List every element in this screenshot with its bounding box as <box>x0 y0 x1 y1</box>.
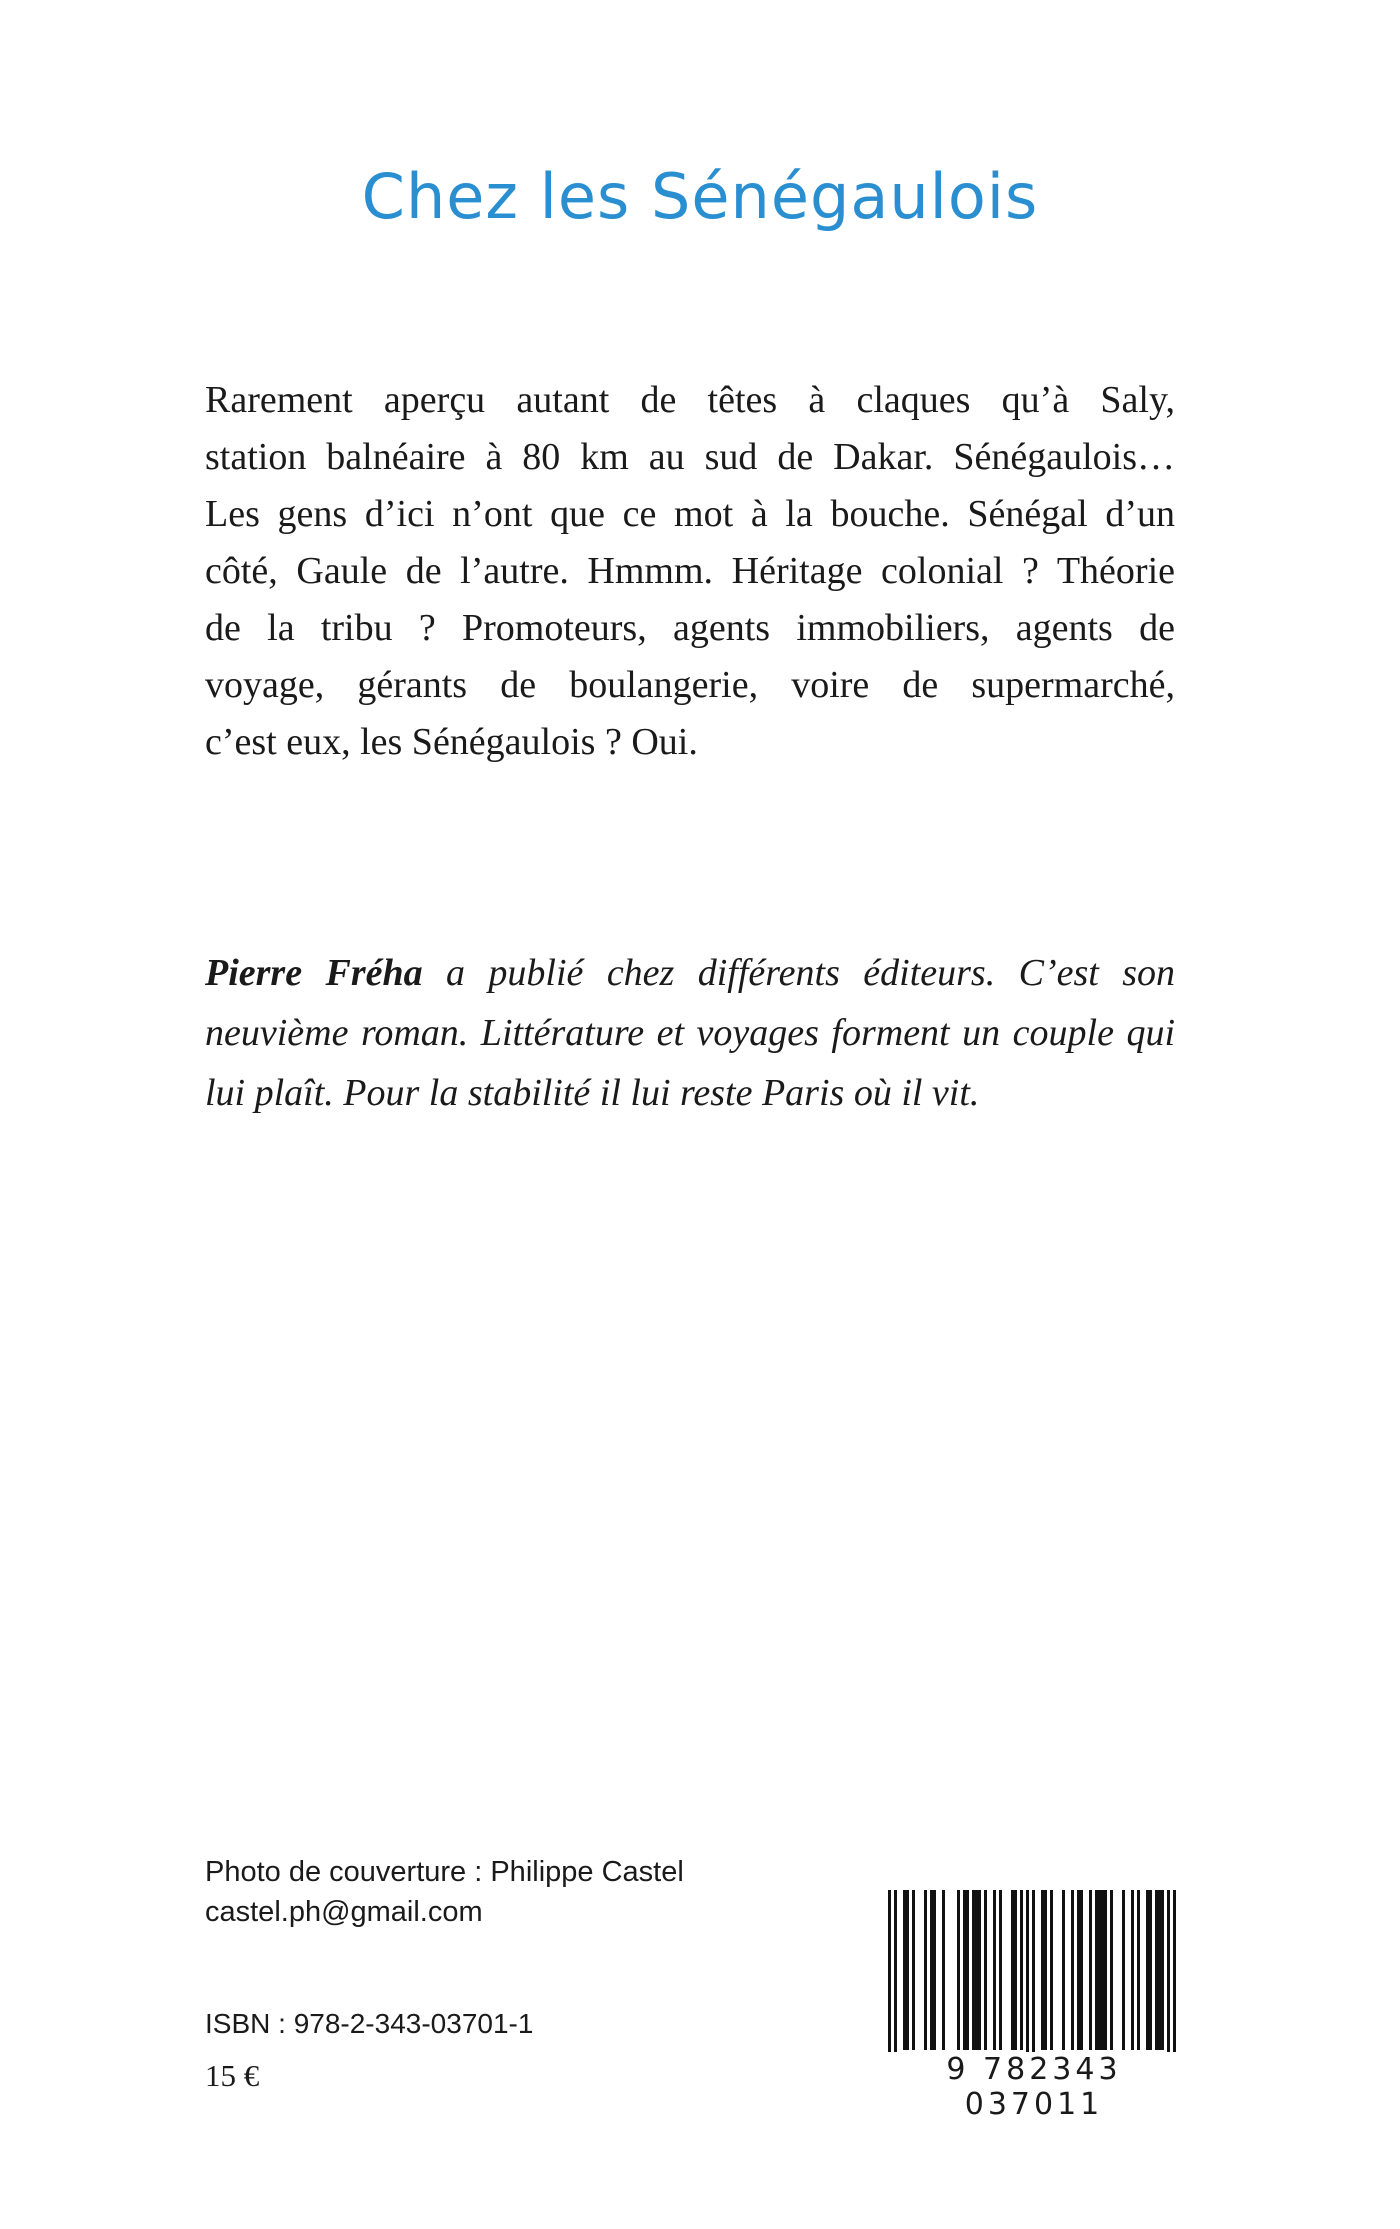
barcode-bar <box>912 1890 915 2050</box>
barcode-bar <box>1110 1890 1113 2050</box>
barcode-bar <box>1089 1890 1092 2050</box>
blurb-line: c’est eux, les Sénégaulois ? Oui. <box>205 721 698 763</box>
blurb-line: Rarement aperçu autant de têtes à claques qu’à Saly, <box>205 379 1175 421</box>
barcode-bar <box>972 1890 981 2050</box>
blurb-line: voyage, gérants de boulangerie, voire de supermarché, <box>205 664 1175 706</box>
barcode-bar <box>1071 1890 1074 2050</box>
bio-line-3: lui plaît. Pour la stabilité il lui reste Paris où il vit. <box>205 1072 980 1114</box>
blurb-line: Les gens d’ici n’ont que ce mot à la bouche. Sénégal d’un <box>205 493 1175 535</box>
barcode-digits: 9 782343 037011 <box>884 2052 1184 2122</box>
barcode-bar <box>963 1890 969 2050</box>
author-name: Pierre Fréha <box>205 952 423 994</box>
photo-credit-line: Photo de couverture : Philippe Castel <box>205 1856 684 1888</box>
barcode-bar <box>1095 1890 1107 2050</box>
barcode-bar <box>1050 1890 1053 2050</box>
barcode-bar <box>1020 1890 1023 2050</box>
isbn-number: ISBN : 978-2-343-03701-1 <box>205 2008 534 2039</box>
barcode-bar <box>1011 1890 1017 2050</box>
barcode-bar <box>924 1890 927 2050</box>
bio-line-2: neuvième roman. Littérature et voyages forment un couple qui <box>205 1012 1175 1054</box>
blurb-line: station balnéaire à 80 km au sud de Dakar. Sénégaulois… <box>205 436 1175 478</box>
barcode-bar <box>1077 1890 1083 2050</box>
blurb-paragraph <box>205 372 1175 771</box>
barcode-bar <box>999 1890 1002 2050</box>
barcode-bar <box>1131 1890 1134 2050</box>
barcode-bar <box>993 1890 996 2050</box>
barcode-bar <box>957 1890 960 2050</box>
blurb-line: côté, Gaule de l’autre. Hmmm. Héritage colonial ? Théorie <box>205 550 1175 592</box>
blurb-line: de la tribu ? Promoteurs, agents immobiliers, agents de <box>205 607 1175 649</box>
barcode-bar <box>1137 1890 1140 2050</box>
barcode-bar <box>1122 1890 1125 2050</box>
barcode-bar <box>1146 1890 1152 2050</box>
cover-photo-credit <box>205 1852 684 1932</box>
photo-credit-email: castel.ph@gmail.com <box>205 1896 483 1928</box>
barcode-bar <box>1041 1890 1047 2050</box>
barcode-bar <box>903 1890 909 2050</box>
barcode-bar <box>1155 1890 1164 2050</box>
barcode-bar <box>930 1890 936 2050</box>
price: 15 € <box>205 2058 260 2093</box>
bio-line-1-rest: a publié chez différents éditeurs. C’est son <box>422 952 1175 994</box>
barcode-bar <box>942 1890 945 2050</box>
book-title: Chez les Sénégaulois <box>361 160 1039 233</box>
barcode-bar <box>1062 1890 1065 2050</box>
author-bio-block <box>205 943 1175 1123</box>
barcode-bar <box>984 1890 987 2050</box>
bio-line-1 <box>205 943 1175 1003</box>
